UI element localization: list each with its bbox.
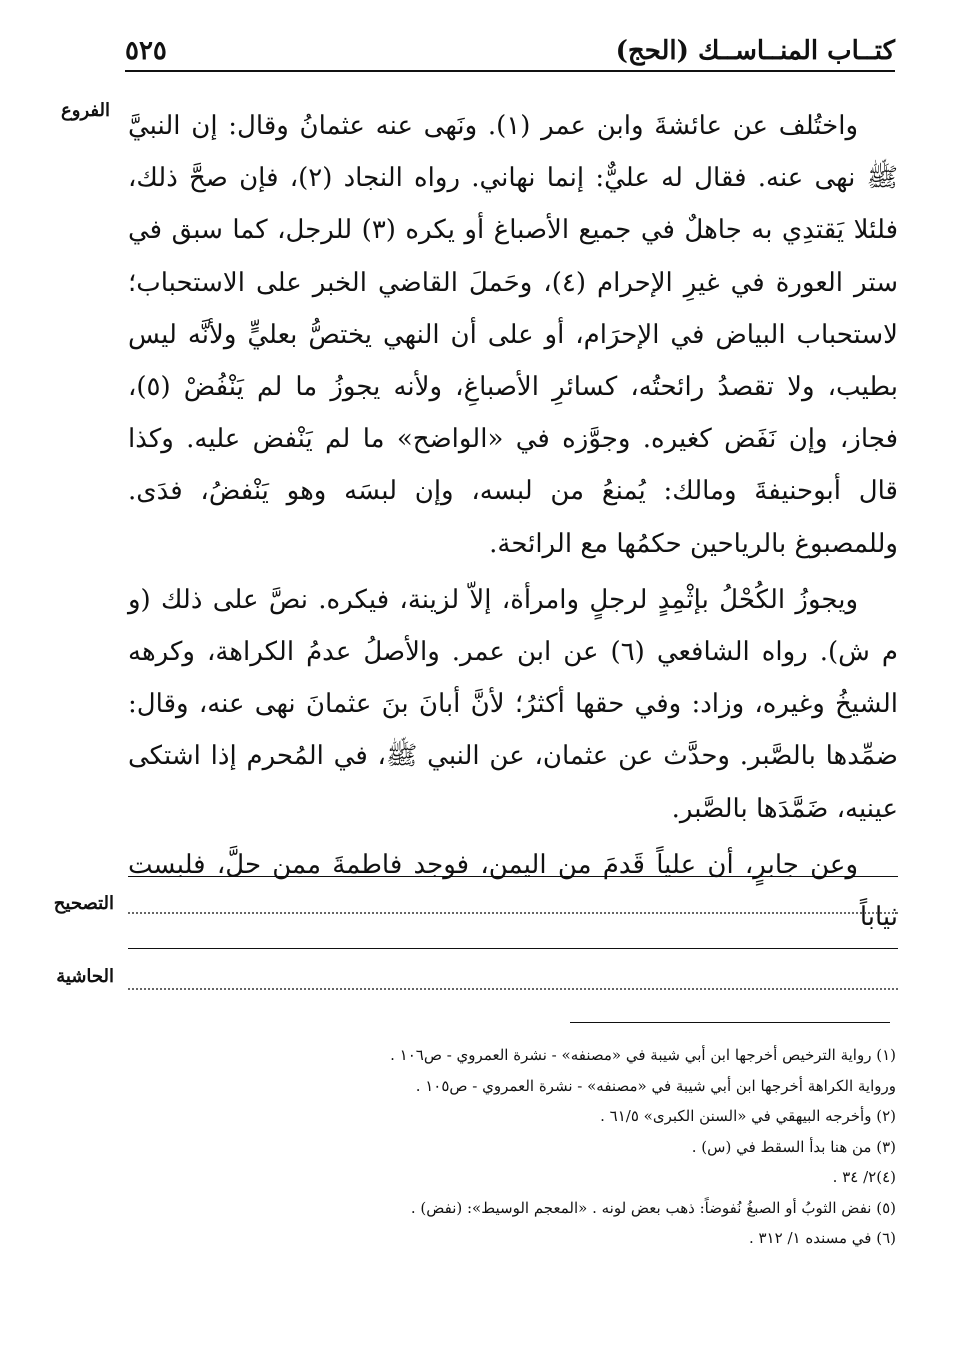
footnote-item: (٥) نفض الثوبُ أو الصبغُ نُفوضاً: ذهب بعض لونه . «المعجم الوسيط»: (نفض) . [410, 1198, 896, 1217]
footnotes [180, 1040, 896, 1254]
side-label-tashih: التصحيح [53, 893, 114, 914]
section-divider-middle [128, 948, 898, 949]
side-label-furu: الفروع [61, 100, 110, 121]
side-label-hashiya: الحاشية [56, 966, 114, 987]
footnote-separator [570, 1022, 890, 1023]
paragraph: وعن جابرٍ، أن علياً قَدمَ من اليمن، فوجد فاطمةَ ممن حلَّ، فلبست ثياباً [128, 849, 898, 933]
main-text [128, 100, 898, 943]
running-title: كتــاب المنــاســك (الحج) [615, 36, 895, 66]
footnote-item: (٦) في مسنده ١/ ٣١٢ . [748, 1229, 896, 1247]
footnote-item: (٢) وأخرجه البيهقي في «السنن الكبرى» ٦١/٥ . [600, 1107, 896, 1125]
hashiya-dotted-line [128, 988, 898, 990]
page-header [125, 30, 895, 72]
footnote-item: (٣) من هنا بدأ السقط في (س) . [691, 1137, 896, 1156]
section-divider-top [128, 876, 898, 877]
paragraph: واختُلف عن عائشةَ وابن عمر (١). ونَهى عنه عثمانُ وقال: إن النبيَّ ﷺ نهى عنه. فقال له عليٌّ: إنما نهاني. رواه النجاد (٢)، فإن صحَّ ذلك، فلئلا يَقتدِي به جاهلٌ في جميع الأصباغ أو يكره (٣) للرجل، كما سبق في ستر العورة في غيرِ الإحرام (٤)، وحَملَ القاضي الخبر على الاستحباب؛ لاستحباب البياض في الإحرَام، أو على أن النهي يختصُّ بعليٍّ ولأنَّه ليس بطيب، ولا تقصدُ رائحتُه، كسائرِ الأصباغِ، ولأنه يجوزُ ما لم يَنْفُضْ (٥)، فجاز، وإن نَفَض كغيره. وجوَّزه في «الواضح» ما لم يَنْفض عليه. وكذا قال أبوحنيفةَ ومالك: يُمنعُ من لبسه، وإن لبسَه وهو يَنْفضُ، فدَى. وللمصبوغ بالرياحين حكمُها مع الرائحة. [128, 111, 899, 559]
footnote-item: (٤)٢/ ٣٤ . [832, 1168, 896, 1186]
footnote-item: (١) رواية الترخيص أخرجها ابن أبي شيبة في «مصنفه» - نشرة العمروي - ص١٠٦ . [390, 1046, 896, 1064]
footnote-item: ورواية الكراهة أخرجها ابن أبي شيبة في «مصنفه» - نشرة العمروي - ص١٠٥ . [415, 1076, 896, 1095]
page-number: ٥٢٥ [125, 36, 167, 66]
header-rule [125, 70, 895, 72]
paragraph: ويجوزُ الكُحْلُ بإثْمِدٍ لرجلٍ وامرأة، إلاّ لزينة، فيكره. نصَّ على ذلك (و م ش). رواه الشافعي (٦) عن ابن عمر. والأصلُ عدمُ الكراهة، وكرهه الشيخُ وغيره، وزاد: وفي حقها أكثرُ؛ لأنَّ أبانَ بنَ عثمانَ نهى عنه، وقال: ضمِّدها بالصَّبر. وحدَّث عن عثمان، عن النبي ﷺ، في المُحرم إذا اشتكى عينيه، ضَمَّدَها بالصَّبر. [128, 584, 898, 824]
tashih-dotted-line [128, 912, 898, 914]
